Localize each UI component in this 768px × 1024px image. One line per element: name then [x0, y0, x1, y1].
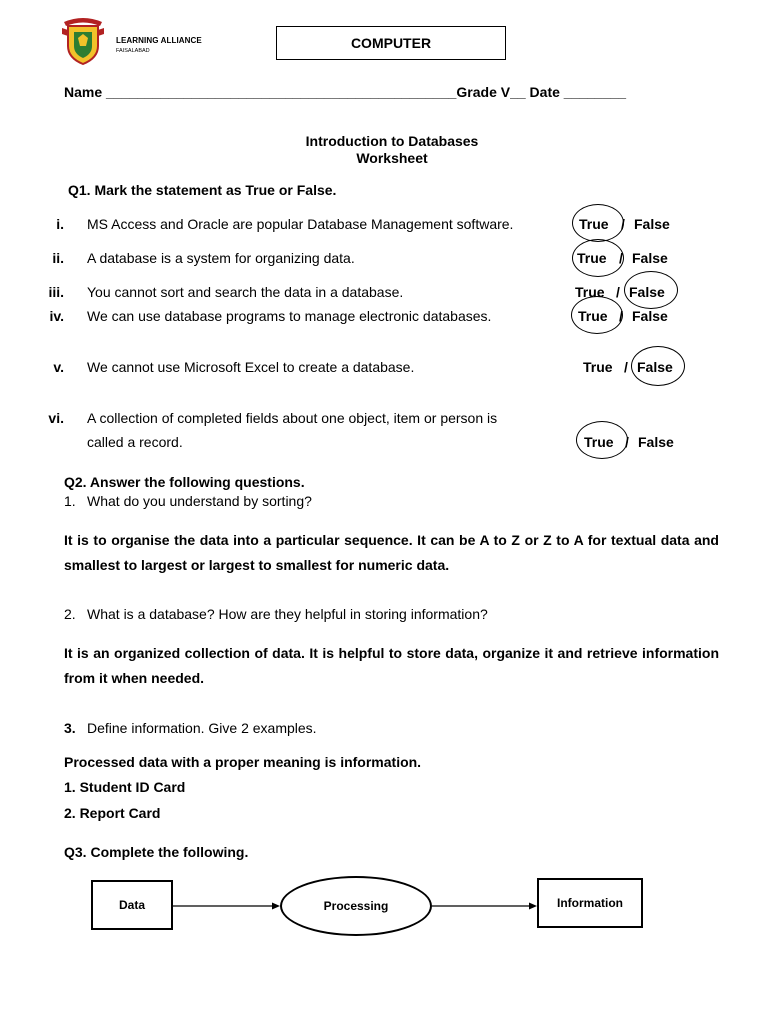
- q2-question-num: 3.: [64, 720, 76, 736]
- q2-answer: It is to organise the data into a particular sequence. It can be A to Z or Z to A for textual data and smallest to largest or largest to smallest for numeric data.: [64, 532, 719, 573]
- q2-answer: It is an organized collection of data. It is helpful to store data, organize it and retrieve information from it when needed.: [64, 645, 719, 686]
- true-option: True: [579, 216, 609, 232]
- q2-question-text: Define information. Give 2 examples.: [87, 720, 317, 736]
- q1-item-text: A database is a system for organizing data.: [87, 250, 355, 266]
- q1-item-text: You cannot sort and search the data in a database.: [87, 284, 404, 300]
- worksheet-subtitle: Worksheet: [356, 150, 428, 166]
- true-option: True: [583, 359, 613, 375]
- q1-item-text: We cannot use Microsoft Excel to create a database.: [87, 359, 415, 375]
- q1-item-num: vi.: [48, 410, 64, 426]
- name-grade-date-line: Name _____________________________________________Grade V__ Date ________: [64, 84, 627, 100]
- q1-heading: Q1. Mark the statement as True or False.: [68, 182, 337, 198]
- diagram-processing-ellipse: Processing: [280, 876, 432, 936]
- org-name: LEARNING ALLIANCE: [116, 36, 202, 45]
- slash-separator: /: [616, 284, 620, 300]
- slash-separator: /: [625, 434, 629, 450]
- true-option: True: [578, 308, 608, 324]
- q1-item-num: ii.: [52, 250, 64, 266]
- false-option: False: [632, 308, 668, 324]
- q1-item-num: iv.: [49, 308, 64, 324]
- false-option: False: [634, 216, 670, 232]
- slash-separator: /: [619, 308, 623, 324]
- subject-box: COMPUTER: [276, 26, 506, 60]
- true-option: True: [575, 284, 605, 300]
- q3-heading: Q3. Complete the following.: [64, 844, 249, 860]
- q1-item-text: We can use database programs to manage electronic databases.: [87, 308, 492, 324]
- false-option: False: [637, 359, 673, 375]
- false-option: False: [632, 250, 668, 266]
- diagram-information-box: Information: [537, 878, 643, 928]
- q2-heading: Q2. Answer the following questions.: [64, 474, 305, 490]
- true-option: True: [577, 250, 607, 266]
- slash-separator: /: [621, 216, 625, 232]
- false-option: False: [629, 284, 665, 300]
- slash-separator: /: [619, 250, 623, 266]
- arrowhead-icon: [529, 903, 537, 910]
- q1-item-num: i.: [56, 216, 64, 232]
- arrowhead-icon: [272, 903, 280, 910]
- org-city: FAISALABAD: [116, 48, 150, 54]
- diagram-data-box: Data: [91, 880, 173, 930]
- q1-item-text: MS Access and Oracle are popular Database Management software.: [87, 216, 514, 232]
- q2-answer-example: 1. Student ID Card: [64, 779, 186, 795]
- q1-item-text-continued: called a record.: [87, 434, 183, 450]
- q2-answer-line: Processed data with a proper meaning is information.: [64, 754, 422, 770]
- q2-question-num: 2.: [64, 606, 76, 622]
- slash-separator: /: [624, 359, 628, 375]
- q2-answer-example: 2. Report Card: [64, 805, 161, 821]
- q1-item-text: A collection of completed fields about one object, item or person is: [87, 410, 498, 426]
- q2-question-num: 1.: [64, 493, 76, 509]
- q2-question-text: What is a database? How are they helpful in storing information?: [87, 606, 488, 622]
- q1-item-num: iii.: [48, 284, 64, 300]
- false-option: False: [638, 434, 674, 450]
- q2-question-text: What do you understand by sorting?: [87, 493, 312, 509]
- q1-item-num: v.: [53, 359, 64, 375]
- true-option: True: [584, 434, 614, 450]
- worksheet-title: Introduction to Databases: [305, 133, 479, 149]
